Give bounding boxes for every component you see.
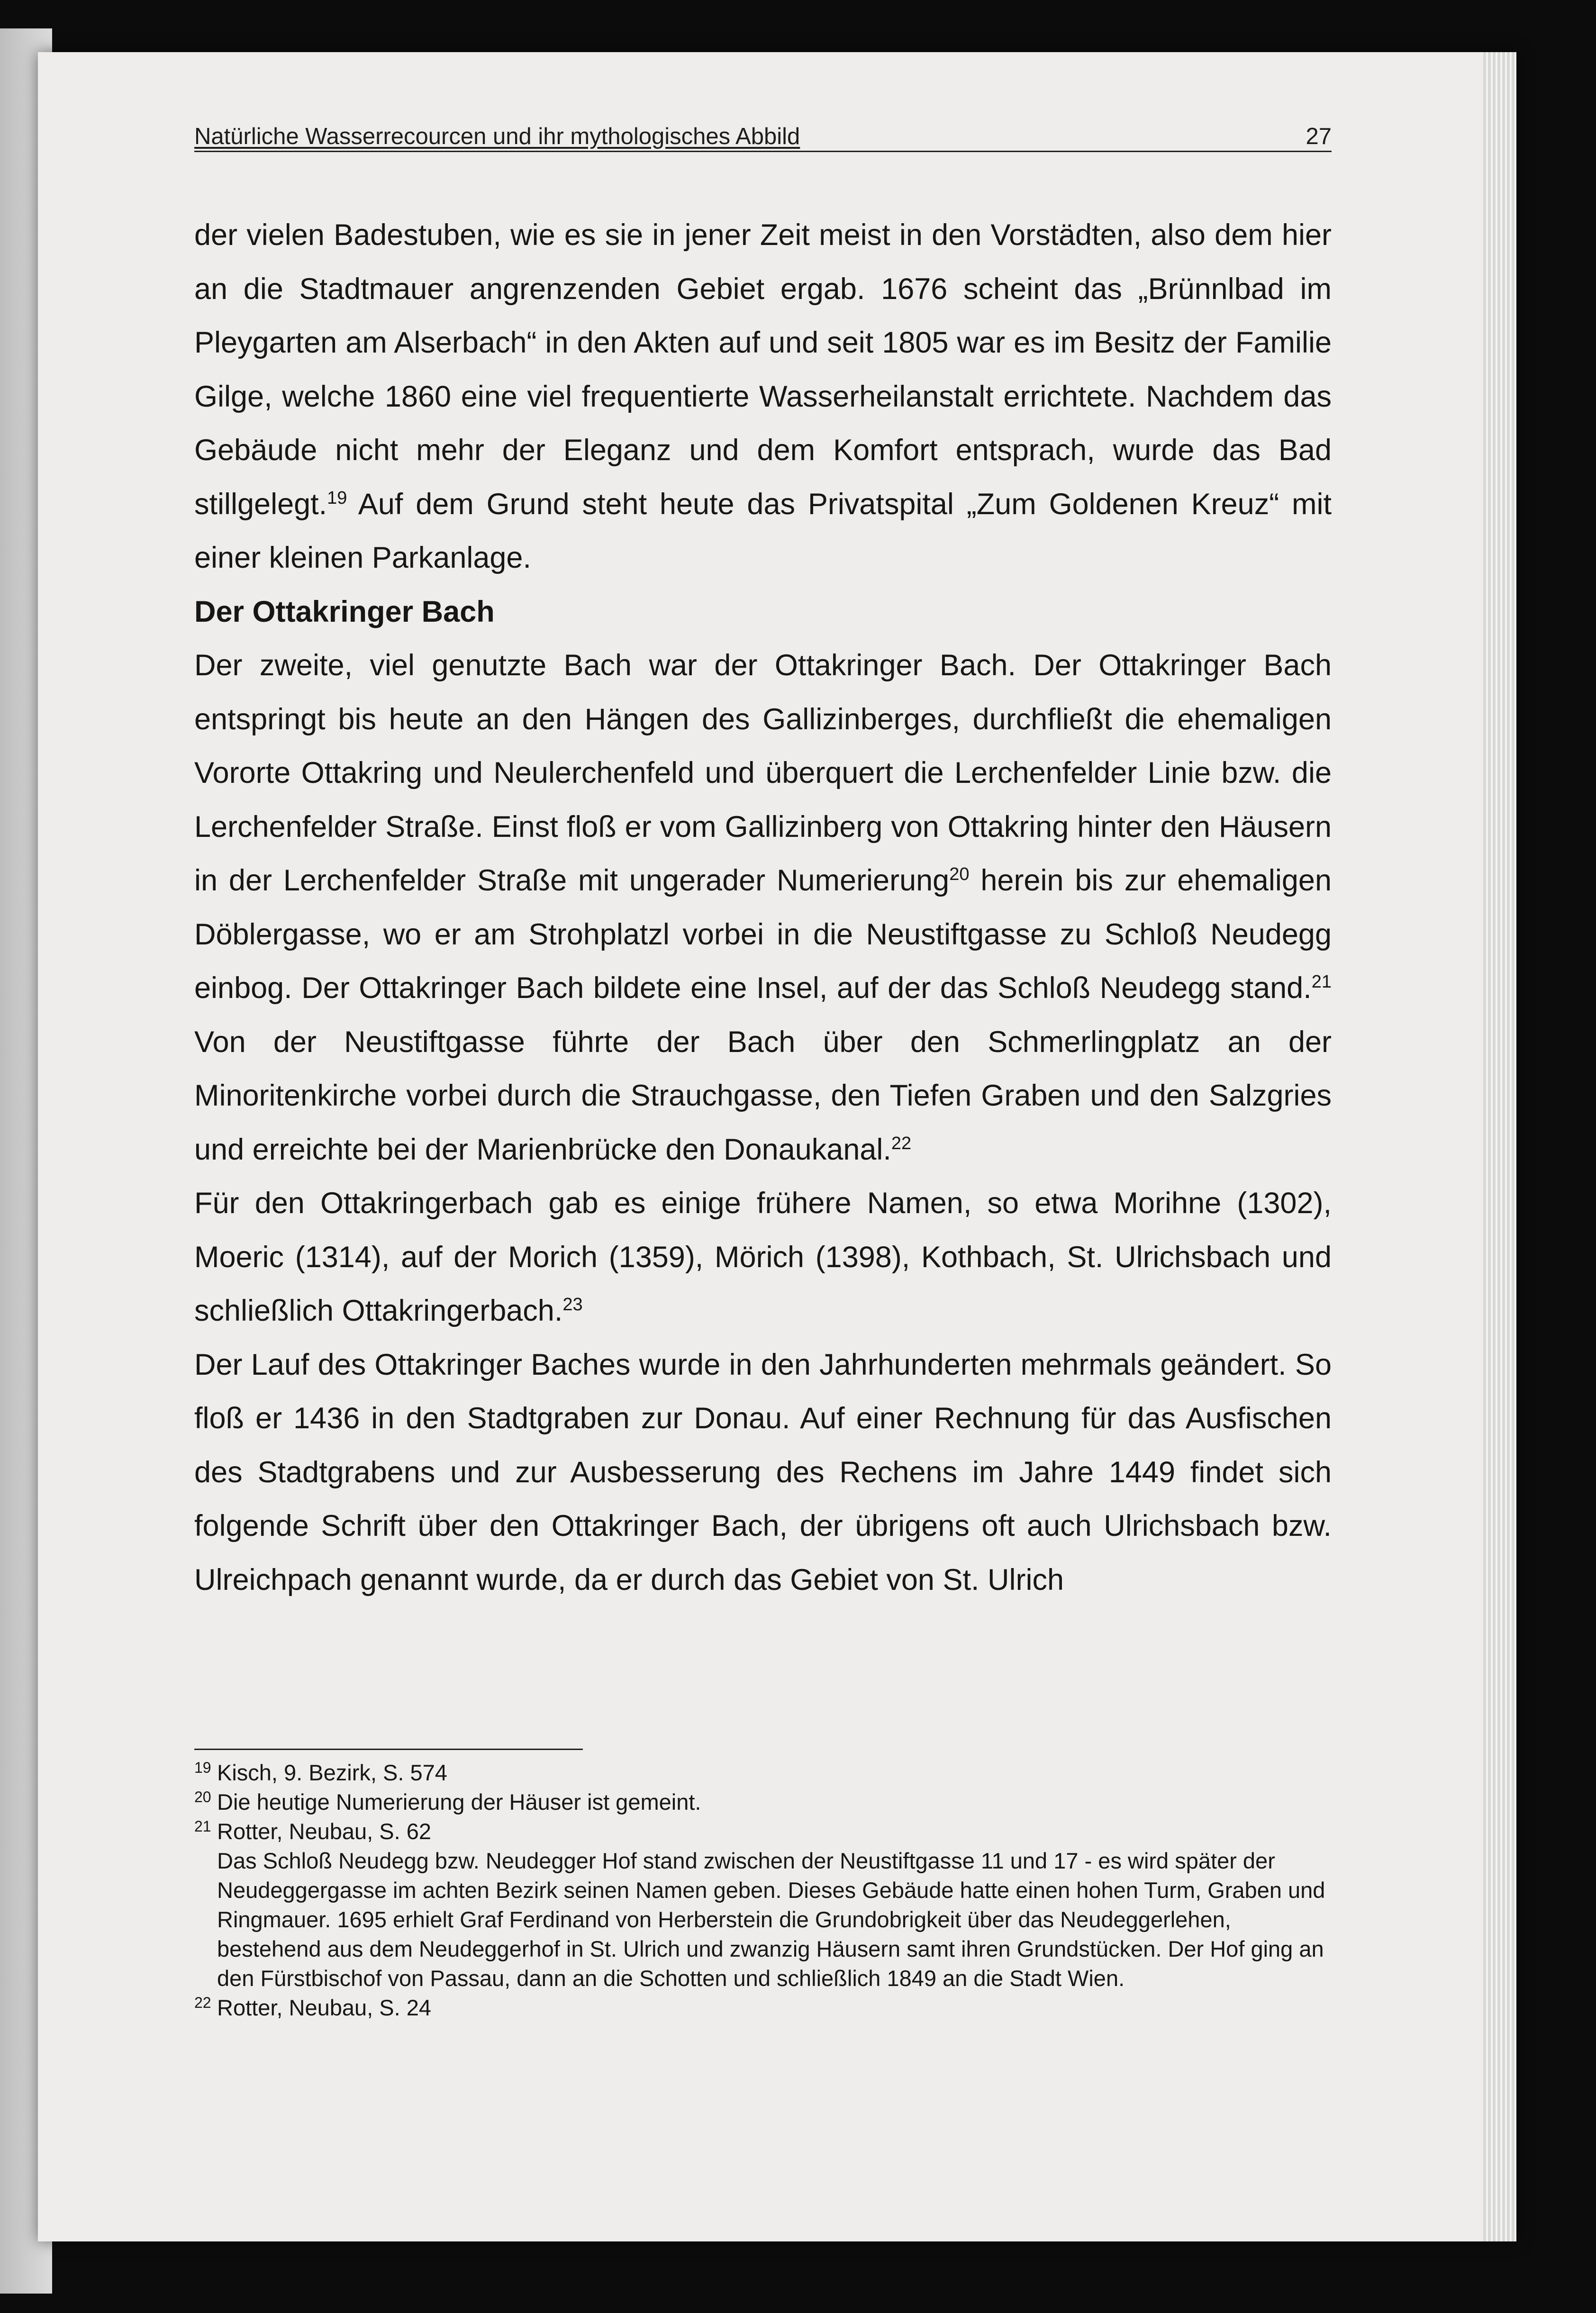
text-span: der vielen Badestuben, wie es sie in jener Zeit meist in den Vorstädten, also dem hier an die Stadtmauer angrenzenden Gebiet ergab. 1676 scheint das „Brünnlbad im Pleygarten am Alserbach“ in den Akten auf und seit 1805 war es im Besitz der Familie Gilge, welche 1860 eine viel frequentierte Wasserheilanstalt errichtete. Nachdem das Gebäude nicht mehr der Eleganz und dem Komfort entsprach, wurde das Bad stillgelegt. xyxy=(194,218,1332,521)
section-heading: Der Ottakringer Bach xyxy=(194,595,495,628)
footnote-divider xyxy=(194,1749,583,1750)
page-number: 27 xyxy=(1306,124,1332,149)
main-text xyxy=(194,209,1332,1607)
paragraph xyxy=(194,1177,1332,1338)
footnote-number: 21 xyxy=(194,1818,211,1835)
footnote-text: Rotter, Neubau, S. 62 xyxy=(217,1819,432,1844)
footnote-number: 22 xyxy=(194,1994,211,2011)
paragraph xyxy=(194,209,1332,585)
text-span: Der zweite, viel genutzte Bach war der Ottakringer Bach. Der Ottakringer Bach entspringt bis heute an den Hängen des Gallizinberges, durchfließt die ehemaligen Vororte Ottakring und Neulerchenfeld und überquert die Lerchenfelder Linie bzw. die Lerchenfelder Straße. Einst floß er vom Gallizinberg von Ottakring hinter den Häusern in der Lerchenfelder Straße mit ungerader Numerierung xyxy=(194,649,1332,897)
footnote-number: 19 xyxy=(194,1759,211,1776)
text-span: Für den Ottakringerbach gab es einige frühere Namen, so etwa Morihne (1302), Moeric (1314), auf der Morich (1359), Mörich (1398), Kothbach, St. Ulrichsbach und schließlich Ottakringerbach. xyxy=(194,1187,1332,1327)
footnote xyxy=(194,1787,1332,1817)
footnote-text: Rotter, Neubau, S. 24 xyxy=(217,1995,432,2020)
footnote xyxy=(194,1993,1332,2023)
footnote-text: Die heutige Numerierung der Häuser ist gemeint. xyxy=(217,1789,701,1814)
footnote-ref: 21 xyxy=(1311,972,1332,992)
footnote-ref: 22 xyxy=(891,1133,912,1153)
footnotes xyxy=(194,1758,1332,2023)
paragraph: Der Lauf des Ottakringer Baches wurde in den Jahrhunderten mehrmals geändert. So floß er 1436 in den Stadtgraben zur Donau. Auf einer Rechnung für das Ausfischen des Stadtgrabens und zur Ausbesserung des Rechens im Jahre 1449 findet sich folgende Schrift über den Ottakringer Bach, der übrigens oft auch Ulrichsbach bzw. Ulreichpach genannt wurde, da er durch das Gebiet von St. Ulrich xyxy=(194,1348,1332,1596)
book-page xyxy=(38,52,1516,2241)
header-title: Natürliche Wasserrecourcen und ihr mythologisches Abbild xyxy=(194,124,800,149)
paragraph xyxy=(194,639,1332,1177)
footnote-ref: 19 xyxy=(327,488,347,508)
footnote xyxy=(194,1817,1332,1846)
footnote xyxy=(194,1758,1332,1787)
text-span: Auf dem Grund steht heute das Privatspital „Zum Goldenen Kreuz“ mit einer kleinen Parkanlage. xyxy=(194,487,1332,574)
running-header xyxy=(194,123,1332,152)
footnote-ref: 20 xyxy=(949,864,970,884)
text-span: herein bis zur ehemaligen Döblergasse, wo er am Strohplatzl vorbei in die Neustiftgasse zu Schloß Neudegg einbog. Der Ottakringer Bach bildete eine Insel, auf der das Schloß Neudegg stand. xyxy=(194,864,1332,1005)
footnote-ref: 23 xyxy=(562,1295,583,1315)
footnote-continuation: Das Schloß Neudegg bzw. Neudegger Hof stand zwischen der Neustiftgasse 11 und 17 - es wird später der Neudeggergasse im achten Bezirk seinen Namen geben. Dieses Gebäude hatte einen hohen Turm, Graben und Ringmauer. 1695 erhielt Graf Ferdinand von Herberstein die Grundobrigkeit über das Neudeggerlehen, bestehend aus dem Neudeggerhof in St. Ulrich und zwanzig Häusern samt ihren Grundstücken. Der Hof ging an den Fürstbischof von Passau, dann an die Schotten und schließlich 1849 an die Stadt Wien. xyxy=(217,1848,1325,1991)
footnote-number: 20 xyxy=(194,1788,211,1805)
page-stack-edge xyxy=(1483,52,1516,2241)
footnote-text: Kisch, 9. Bezirk, S. 574 xyxy=(217,1760,447,1785)
text-span: Von der Neustiftgasse führte der Bach über den Schmerlingplatz an der Minoritenkirche vorbei durch die Strauchgasse, den Tiefen Graben und den Salzgries und erreichte bei der Marienbrücke den Donaukanal. xyxy=(194,1025,1332,1166)
